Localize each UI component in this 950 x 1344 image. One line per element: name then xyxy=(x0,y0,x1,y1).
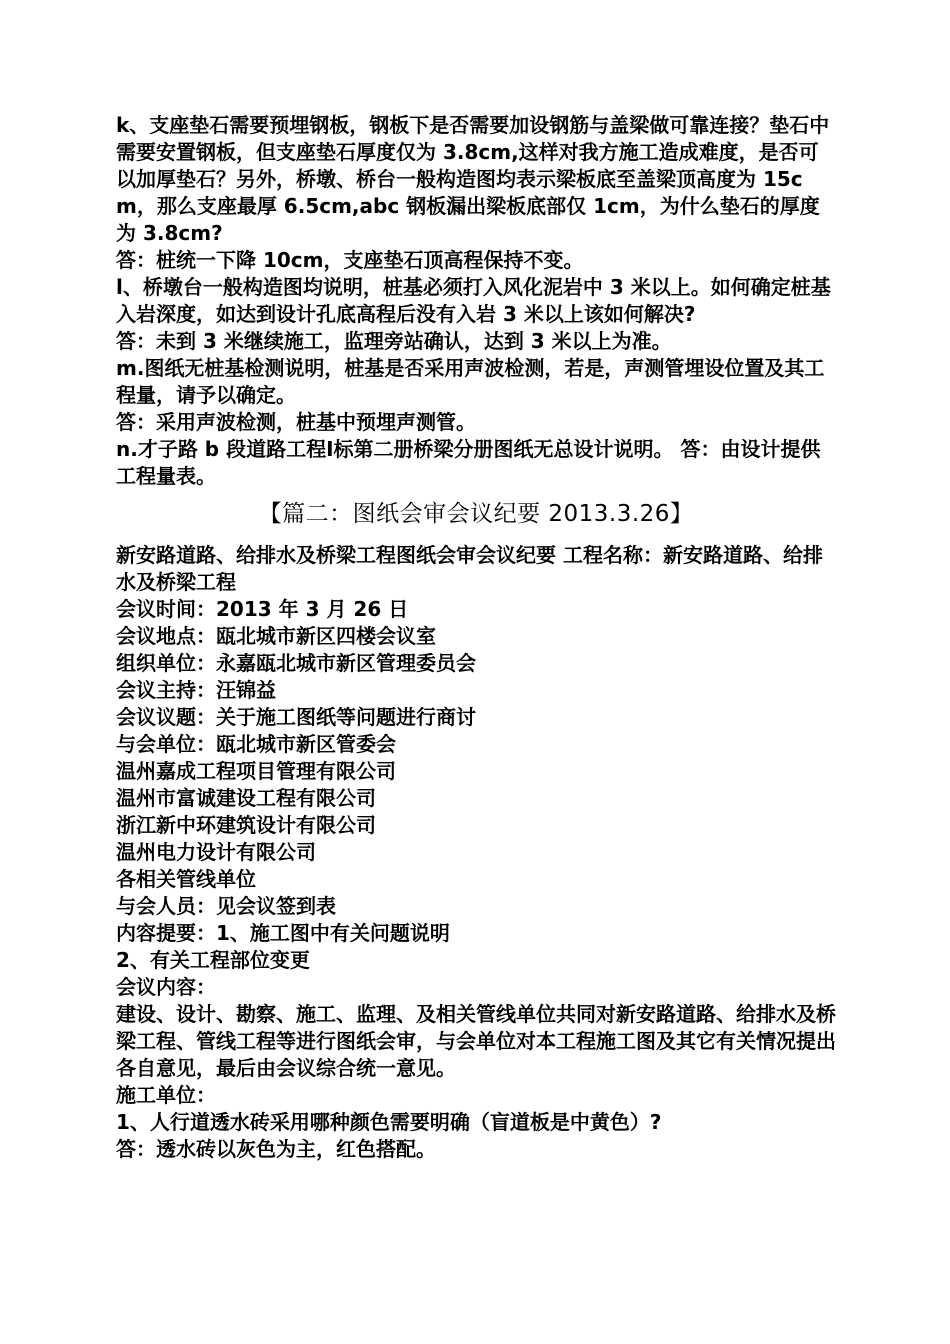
paragraph-unit-5: 各相关管线单位 xyxy=(116,867,256,891)
paragraph-n-question-answer: n.才子路 b 段道路工程Ⅰ标第二册桥梁分册图纸无总设计说明。 答：由设计提供工程量表。 xyxy=(116,437,821,488)
paragraph-meeting-time: 会议时间：2013 年 3 月 26 日 xyxy=(116,597,409,621)
paragraph-unit-3: 浙江新中环建筑设计有限公司 xyxy=(116,813,376,837)
paragraph-unit-2: 温州市富诚建设工程有限公司 xyxy=(116,786,376,810)
paragraph-content-label: 会议内容： xyxy=(116,975,216,999)
paragraph-unit-1: 温州嘉成工程项目管理有限公司 xyxy=(116,759,396,783)
paragraph-meeting-place: 会议地点：瓯北城市新区四楼会议室 xyxy=(116,624,436,648)
paragraph-l-question: l、桥墩台一般构造图均说明，桩基必须打入风化泥岩中 3 米以上。如何确定桩基入岩深度，如达到设计孔底高程后没有入岩 3 米以上该如何解决? xyxy=(116,275,831,326)
paragraph-organizer: 组织单位：永嘉瓯北城市新区管理委员会 xyxy=(116,651,476,675)
paragraph-topic: 会议议题：关于施工图纸等问题进行商讨 xyxy=(116,705,476,729)
paragraph-k-answer: 答：桩统一下降 10cm，支座垫石顶高程保持不变。 xyxy=(116,248,584,272)
paragraph-title: 新安路道路、给排水及桥梁工程图纸会审会议纪要 工程名称：新安路道路、给排水及桥梁工程 xyxy=(116,543,823,594)
paragraph-k-question: k、支座垫石需要预埋钢板，钢板下是否需要加设钢筋与盖梁做可靠连接？垫石中需要安置钢板，但支座垫石厚度仅为 3.8cm,这样对我方施工造成难度，是否可以加厚垫石？另外，桥墩、桥台一般构造图均表示梁板底至盖梁顶高度为 15cm，那么支座最厚 6.5cm,abc 钢板漏出梁板底部仅 1cm，为什么垫石的厚度为 3.8cm? xyxy=(116,113,830,245)
paragraph-unit-4: 温州电力设计有限公司 xyxy=(116,840,316,864)
paragraph-attendees: 与会人员：见会议签到表 xyxy=(116,894,336,918)
paragraph-question-1: 1、人行道透水砖采用哪种颜色需要明确（盲道板是中黄色）? xyxy=(116,1110,662,1134)
section-heading: 【篇二：图纸会审会议纪要 2013.3.26】 xyxy=(258,501,694,527)
document-page xyxy=(116,112,836,1163)
paragraph-host: 会议主持：汪锦益 xyxy=(116,678,276,702)
paragraph-answer-1: 答：透水砖以灰色为主，红色搭配。 xyxy=(116,1137,436,1161)
paragraph-summary-1: 内容提要：1、施工图中有关问题说明 xyxy=(116,921,450,945)
paragraph-contractor-label: 施工单位： xyxy=(116,1083,216,1107)
paragraph-l-answer: 答：未到 3 米继续施工，监理旁站确认，达到 3 米以上为准。 xyxy=(116,329,672,353)
paragraph-summary-2: 2、有关工程部位变更 xyxy=(116,948,310,972)
paragraph-content-body: 建设、设计、勘察、施工、监理、及相关管线单位共同对新安路道路、给排水及桥梁工程、管线工程等进行图纸会审，与会单位对本工程施工图及其它有关情况提出各自意见，最后由会议综合统一意见。 xyxy=(116,1002,836,1080)
paragraph-m-question: m.图纸无桩基检测说明，桩基是否采用声波检测，若是，声测管埋设位置及其工程量，请予以确定。 xyxy=(116,356,825,407)
paragraph-attending-units: 与会单位：瓯北城市新区管委会 xyxy=(116,732,396,756)
paragraph-m-answer: 答：采用声波检测，桩基中预埋声测管。 xyxy=(116,410,476,434)
